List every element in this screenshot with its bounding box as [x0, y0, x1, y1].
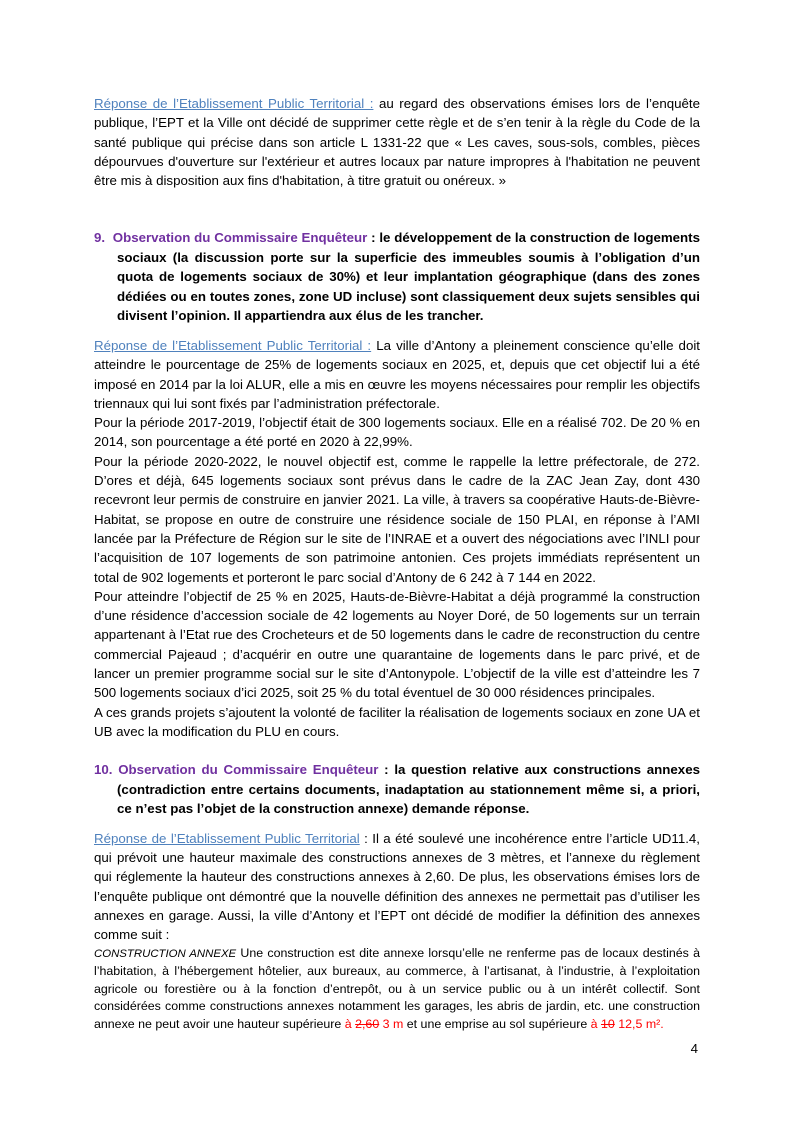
response-text: : Il a été soulevé une incohérence entre l’article UD11.4, qui prévoit une hauteur maximale des constructions annexes de 3 mètres, et l’annexe du règlement qui réglemente la hauteur des constructions annexes à 2,60. De plus, les observations émises lors de l’enquête publique ont démontré que la nouvelle définition des annexes ne permettait pas d’utiliser les annexes en garage. Aussi, la ville d’Antony et l’EPT ont décidé de modifier la définition des annexes comme suit :	[94, 830, 700, 943]
response-9-p3: Pour la période 2020-2022, le nouvel objectif est, comme le rappelle la lettre préfectorale, de 272. D’ores et déjà, 645 logements sociaux sont prévus dans le cadre de la ZAC Jean Zay, dont 430 recevront leur permis de construire en janvier 2021. La ville, à travers sa coopérative Hauts-de-Bièvre-Habitat, se propose en outre de construire une résidence sociale de 150 PLAI, en réponse à l’AMI lancée par la Préfecture de Région sur le site de l’INRAE et a ouvert des négociations avec l’INLI pour l’acquisition de 107 logements de son patrimoine antonien. Ces projets immédiats représentent un total de 902 logements et porteront le parc social d’Antony de 6 242 à 7 144 en 2022.	[94, 453, 700, 585]
observation-title: Observation du Commissaire Enquêteur	[112, 230, 368, 246]
annex-definition	[94, 945, 700, 1034]
response-9-p5: A ces grands projets s’ajoutent la volonté de faciliter la réalisation de logements sociaux en zone UA et UB avec la modification du PLU en cours.	[94, 704, 700, 739]
document-page	[94, 94, 700, 1033]
response-text: au regard des observations émises lors de l’enquête publique, l’EPT et la Ville ont décidé de supprimer cette règle et de s’en tenir à la règle du Code de la santé publique qui précise dans son article L 1331-22 que « Les caves, sous-sols, combles, pièces dépourvues d'ouverture sur l'extérieur et autres locaux par nature impropres à l'habitation ne peuvent être mis à disposition aux fins d'habitation, à titre gratuit ou onéreux. »	[94, 96, 700, 189]
deleted-value: 2,60	[355, 1016, 380, 1031]
observation-number: 9.	[94, 230, 106, 246]
response-9-p1	[94, 336, 700, 413]
observation-10	[94, 760, 700, 819]
response-label-link[interactable]: Réponse de l’Etablissement Public Territorial	[94, 830, 360, 846]
observation-text: : le développement de la construction de logements sociaux (la discussion porte sur la superficie des immeubles soumis à l’obligation d’un quota de logements sociaux de 30%) et leur implantation géographique (dans des zones dédiées ou en toutes zones, zone UD incluse) sont classiquement deux sujets sensibles qui divisent l’opinion. Il appartiendra aux élus de les trancher.	[117, 230, 700, 324]
definition-term: CONSTRUCTION ANNEXE	[94, 947, 237, 960]
response-label-link[interactable]: Réponse de l’Etablissement Public Territorial :	[94, 337, 372, 353]
inserted-value: 12,5 m².	[614, 1016, 664, 1031]
inserted-value: 3 m	[379, 1016, 404, 1031]
deleted-value: 10	[601, 1016, 615, 1031]
response-text: La ville d’Antony a pleinement conscience qu’elle doit atteindre le pourcentage de 25% de logements sociaux en 2025, et, depuis que cet objectif lui a été imposé en 2014 par la loi ALUR, elle a mis en œuvre les moyens nécessaires pour remplir les objectifs triennaux qui lui sont fixés par l’administration préfectorale.	[94, 337, 700, 411]
page-number: 4	[690, 1041, 698, 1056]
amendment-prefix: à	[344, 1016, 356, 1031]
response-10	[94, 829, 700, 945]
response-paragraph-1	[94, 94, 700, 190]
definition-text-continued: et une emprise au sol supérieure	[403, 1016, 591, 1031]
response-9-p2: Pour la période 2017-2019, l’objectif était de 300 logements sociaux. Elle en a réalisé 702. De 20 % en 2014, son pourcentage a été porté en 2020 à 22,99%.	[94, 415, 700, 450]
response-9-p4: Pour atteindre l’objectif de 25 % en 2025, Hauts-de-Bièvre-Habitat a déjà programmé la construction d’une résidence d’accession sociale de 42 logements au Noyer Doré, de 50 logements sur un terrain appartenant à l’Etat rue des Crocheteurs et de 50 logements dans le cadre de reconstruction du centre commercial Pajeaud ; d’acquérir en outre une quarantaine de logements dans le parc privé, et de lancer un premier programme social sur le site d’Antonypole. L’objectif de la ville est d’atteindre les 7 500 logements sociaux d’ici 2025, soit 25 % du total éventuel de 30 000 résidences principales.	[94, 588, 700, 701]
response-label-link[interactable]: Réponse de l’Etablissement Public Territorial :	[94, 96, 374, 111]
definition-text: Une construction est dite annexe lorsqu’elle ne renferme pas de locaux destinés à l’habitation, à l’hébergement hôtelier, aux bureaux, au commerce, à l’artisanat, à l’industrie, à l’exploitation agricole ou forestière ou à la fonction d’entrepôt, ou à un service public ou à un intérêt collectif. Sont considérées comme constructions annexes notamment les garages, les abris de jardin, etc. une construction annexe ne peut avoir une hauteur supérieure	[94, 945, 700, 1031]
observation-text: : la question relative aux constructions annexes (contradiction entre certains documents, inadaptation au stationnement même si, a priori, ce n’est pas l’objet de la construction annexe) demande réponse.	[117, 762, 700, 817]
amendment-prefix: à	[590, 1016, 602, 1031]
observation-title: Observation du Commissaire Enquêteur	[118, 762, 379, 778]
observation-number: 10.	[94, 762, 113, 778]
observation-9	[94, 228, 700, 326]
